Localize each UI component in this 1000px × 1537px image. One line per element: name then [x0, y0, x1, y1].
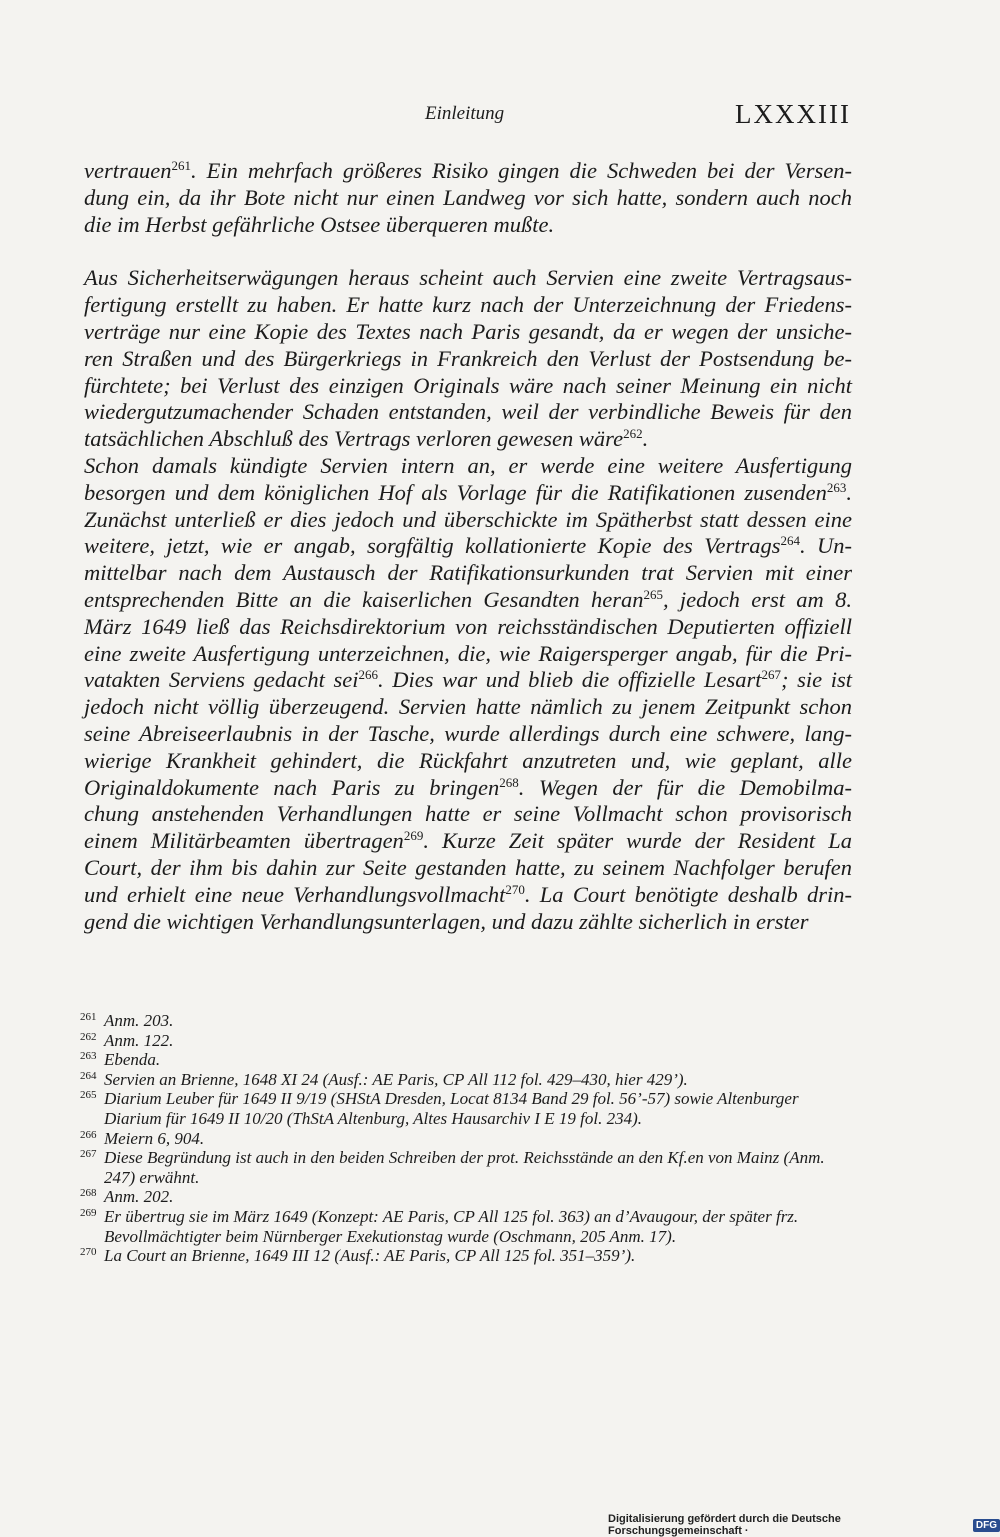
footnote-ref: 263 — [826, 479, 847, 495]
text-run: vatakten Serviens gedacht sei — [84, 667, 359, 693]
paragraph — [84, 265, 852, 453]
footnote-text: Diarium Leuber für 1649 II 9/19 (SHStA Dresden, Locat 8134 Band 29 fol. 56’-57) sowie Altenburger Diarium für 1649 II 10/20 (ThStA Altenburg, Altes Hausarchiv I E 19 fol. 234). — [104, 1089, 799, 1128]
text-run: März 1649 ließ das Reichsdirektorium von reichsständischen Deputierten offiziell — [84, 613, 852, 639]
text-run: Court, der ihm bis dahin zur Seite gestanden hatte, zu seinem Nachfolger berufen — [84, 854, 852, 880]
text-run: tatsächlichen Abschluß des Vertrags verloren gewesen wäre — [84, 426, 624, 452]
footnote-number: 266 — [80, 1128, 97, 1141]
footnote — [80, 1187, 850, 1207]
footnote-ref: 261 — [171, 158, 191, 173]
text-run: verträge nur eine Kopie des Textes nach Paris gesandt, da er wegen der unsiche- — [84, 318, 852, 344]
text-run: ren Straßen und des Bürgerkriegs in Frankreich den Verlust der Postsendung be- — [84, 345, 852, 371]
footnote-number: 263 — [80, 1050, 97, 1063]
main-text — [84, 158, 852, 935]
text-run: . Dies war und blieb die offizielle Lesart — [378, 667, 762, 693]
footnote-number: 267 — [80, 1148, 97, 1161]
footnote — [80, 1011, 850, 1031]
footnotes — [80, 1011, 850, 1266]
text-run: Originaldokumente nach Paris zu bringen — [84, 774, 500, 800]
text-run: und erhielt eine neue Verhandlungsvollmacht — [84, 881, 506, 907]
footnote-ref: 265 — [643, 586, 663, 602]
footnote-text: Meiern 6, 904. — [104, 1128, 205, 1148]
text-line — [84, 721, 852, 748]
text-run: weitere, jetzt, wie er angab, sorgfältig kollationierte Kopie des Vertrags — [84, 533, 781, 559]
page-number: LXXXIII — [735, 99, 851, 129]
text-line — [84, 801, 852, 828]
footnote — [80, 1031, 850, 1051]
text-line — [84, 346, 852, 373]
footnote — [80, 1129, 850, 1149]
footnote-ref: 266 — [358, 667, 379, 683]
text-run: eine zweite Ausfertigung unterzeichnen, die, wie Raigersperger angab, für die Pri- — [84, 640, 852, 666]
text-line — [84, 453, 852, 480]
text-line — [84, 292, 852, 319]
text-run: . Wegen der für die Demobilma- — [518, 774, 852, 800]
text-run: ; sie ist — [781, 667, 853, 693]
text-line — [84, 587, 852, 614]
text-run: . Ein mehrfach größeres Risiko gingen die Schweden bei der Versen- — [190, 158, 852, 183]
text-line — [84, 614, 852, 641]
text-line — [84, 828, 852, 855]
text-run: . — [846, 479, 852, 505]
text-run: dung ein, da ihr Bote nicht nur einen Landweg vor sich hatte, sondern auch noch — [84, 184, 852, 210]
footnote-text: La Court an Brienne, 1649 III 12 (Ausf.: AE Paris, CP All 125 fol. 351–359’). — [104, 1246, 636, 1266]
text-line — [84, 399, 852, 426]
footnote-text: Ebenda. — [104, 1050, 161, 1070]
footnote-text: Anm. 202. — [104, 1187, 174, 1207]
text-line — [84, 373, 852, 400]
footnote-number: 269 — [80, 1206, 97, 1219]
text-run: Zunächst unterließ er dies jedoch und überschickte im Spätherbst statt dessen eine — [84, 506, 852, 532]
footnote-number: 264 — [80, 1069, 97, 1082]
footnote-ref: 262 — [623, 426, 643, 442]
text-line — [84, 748, 852, 775]
text-run: . Kurze Zeit später wurde der Resident La — [423, 828, 853, 854]
text-run: . La Court benötigte deshalb drin- — [524, 881, 853, 907]
text-run: , jedoch erst am 8. — [662, 586, 852, 612]
section-title: Einleitung — [425, 103, 505, 124]
digitization-credit — [608, 1513, 1000, 1537]
text-line — [84, 158, 852, 185]
text-line — [84, 560, 852, 587]
footnote-number: 262 — [80, 1030, 97, 1043]
text-line — [84, 185, 852, 212]
footnote-ref: 269 — [403, 828, 424, 844]
text-line — [84, 319, 852, 346]
text-run: fertigung erstellt zu haben. Er hatte kurz nach der Unterzeichnung der Friedens- — [84, 292, 852, 318]
text-run: seine Abreiseerlaubnis in der Tasche, wurde allerdings durch eine schwere, lang- — [84, 720, 852, 746]
paragraph — [84, 453, 852, 935]
text-line — [84, 694, 852, 721]
footnote-text: Servien an Brienne, 1648 XI 24 (Ausf.: AE Paris, CP All 112 fol. 429–430, hier 429’). — [104, 1069, 688, 1089]
footnote — [80, 1148, 850, 1187]
footnote-ref: 270 — [505, 881, 525, 897]
text-line — [84, 882, 852, 909]
text-line — [84, 265, 852, 292]
footnote-number: 265 — [80, 1089, 97, 1102]
text-line — [84, 426, 852, 453]
text-line — [84, 855, 852, 882]
footnote-ref: 268 — [499, 774, 519, 790]
text-run: Aus Sicherheitserwägungen heraus scheint auch Servien eine zweite Vertragsaus- — [84, 265, 852, 291]
text-run: fürchtete; bei Verlust des einzigen Originals wäre nach seiner Meinung ein nicht — [84, 372, 852, 398]
footnote-text: Er übertrug sie im März 1649 (Konzept: AE Paris, CP All 125 fol. 363) an d’Avaugour, der später frz. Bevollmächtigter beim Nürnberger Exekutionstag wurde (Oschmann, 205 Anm. 17). — [104, 1206, 799, 1246]
paragraph — [84, 158, 852, 238]
text-run: chung anstehenden Verhandlungen hatte er seine Vollmacht schon provisorisch — [84, 801, 852, 827]
text-run: besorgen und dem königlichen Hof als Vorlage für die Ratifikationen zusenden — [84, 479, 827, 505]
text-run: . — [642, 426, 649, 452]
footnote — [80, 1246, 850, 1266]
dfg-logo: DFG — [973, 1519, 1000, 1532]
footnote-ref: 264 — [780, 533, 800, 549]
footnote — [80, 1050, 850, 1070]
text-run: die im Herbst gefährliche Ostsee überqueren mußte. — [84, 211, 555, 237]
text-line — [84, 507, 852, 534]
footnote — [80, 1070, 850, 1090]
footnote-text: Anm. 122. — [104, 1030, 174, 1050]
footnote-number: 270 — [80, 1246, 97, 1259]
text-line — [84, 667, 852, 694]
footnote-number: 261 — [80, 1011, 97, 1023]
text-line — [84, 212, 852, 239]
footnote-ref: 267 — [761, 667, 782, 683]
footnote-text: Anm. 203. — [104, 1011, 174, 1030]
text-line — [84, 641, 852, 668]
text-line — [84, 533, 852, 560]
text-run: mittelbar nach dem Austausch der Ratifikationsurkunden trat Servien mit einer — [84, 560, 852, 586]
text-line — [84, 909, 852, 936]
footnote — [80, 1207, 850, 1246]
text-run: einem Militärbeamten übertragen — [84, 828, 404, 854]
footnote-text: Diese Begründung ist auch in den beiden Schreiben der prot. Reichsstände an den Kf.en von Mainz (Anm. 247) erwähnt. — [104, 1148, 825, 1187]
text-run: Schon damals kündigte Servien intern an, er werde eine weitere Ausfertigung — [84, 452, 852, 478]
footnote — [80, 1089, 850, 1128]
text-line — [84, 480, 852, 507]
text-run: . Un- — [799, 533, 852, 559]
text-run: jedoch nicht völlig überzeugend. Servien hatte nämlich zu jenem Zeitpunkt schon — [84, 694, 852, 720]
text-run: entsprechenden Bitte an die kaiserlichen Gesandten heran — [84, 586, 644, 612]
text-run: wiedergutzumachender Schaden entstanden, weil der verbindliche Beweis für den — [84, 399, 852, 425]
text-run: wierige Krankheit gehindert, die Rückfahrt anzutreten und, wie geplant, alle — [84, 747, 852, 773]
text-run: vertrauen — [84, 158, 172, 183]
credit-text: Digitalisierung gefördert durch die Deutsche Forschungsgemeinschaft · — [608, 1513, 841, 1537]
text-run: gend die wichtigen Verhandlungsunterlagen, und dazu zählte sicherlich in erster — [84, 908, 809, 934]
footnote-number: 268 — [80, 1187, 97, 1200]
text-line — [84, 775, 852, 802]
